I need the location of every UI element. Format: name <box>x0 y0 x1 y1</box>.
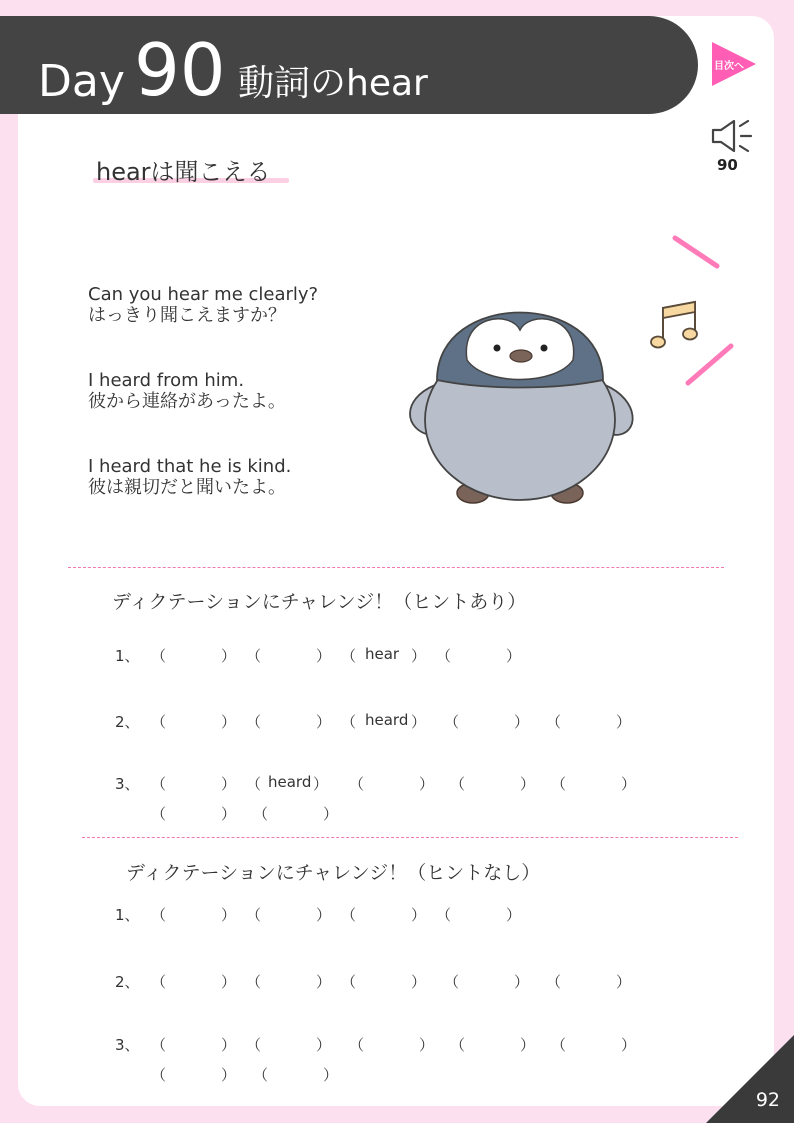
close-paren: ） <box>316 906 332 924</box>
close-paren: ） <box>221 906 237 924</box>
close-paren: ） <box>506 906 522 924</box>
header-banner <box>0 16 698 114</box>
close-paren: ） <box>316 1036 332 1054</box>
close-paren: ） <box>520 775 536 793</box>
close-paren: ） <box>313 775 329 793</box>
example-en: I heard that he is kind. <box>88 456 292 477</box>
close-paren: ） <box>520 1036 536 1054</box>
page-corner <box>706 1035 794 1123</box>
open-paren: （ <box>253 805 269 823</box>
open-paren: （ <box>444 713 460 731</box>
open-paren: （ <box>551 1036 567 1054</box>
hint-word: heard <box>268 773 312 791</box>
example-sentence-1 <box>88 284 318 326</box>
example-sentence-2 <box>88 370 286 412</box>
open-paren: （ <box>151 1036 167 1054</box>
row-number: 2、 <box>115 973 140 991</box>
open-paren: （ <box>436 906 452 924</box>
row-number: 3、 <box>115 1036 140 1054</box>
close-paren: ） <box>419 775 435 793</box>
close-paren: ） <box>221 805 237 823</box>
close-paren: ） <box>411 906 427 924</box>
open-paren: （ <box>444 973 460 991</box>
open-paren: （ <box>151 906 167 924</box>
close-paren: ） <box>221 647 237 665</box>
open-paren: （ <box>246 713 262 731</box>
row-number: 1、 <box>115 647 140 665</box>
close-paren: ） <box>616 973 632 991</box>
speaker-icon[interactable] <box>710 118 754 154</box>
page-number: 92 <box>755 1089 780 1111</box>
open-paren: （ <box>436 647 452 665</box>
row-number: 3、 <box>115 775 140 793</box>
close-paren: ） <box>621 1036 637 1054</box>
open-paren: （ <box>349 1036 365 1054</box>
open-paren: （ <box>151 973 167 991</box>
section-divider <box>82 837 738 838</box>
day-number: 90 <box>134 28 226 112</box>
example-en: Can you hear me clearly? <box>88 284 319 305</box>
open-paren: （ <box>246 906 262 924</box>
example-ja: 彼から連絡があったよ。 <box>88 391 286 412</box>
open-paren: （ <box>151 713 167 731</box>
close-paren: ） <box>316 973 332 991</box>
close-paren: ） <box>221 775 237 793</box>
dictation-hint-title: ディクテーションにチャレンジ！（ヒントあり） <box>112 591 527 613</box>
toc-button-label: 目次へ <box>714 61 744 72</box>
close-paren: ） <box>221 713 237 731</box>
close-paren: ） <box>419 1036 435 1054</box>
close-paren: ） <box>316 647 332 665</box>
penguin-illustration <box>405 270 640 510</box>
close-paren: ） <box>221 1036 237 1054</box>
dictation-nohint-title: ディクテーションにチャレンジ！（ヒントなし） <box>126 862 541 884</box>
open-paren: （ <box>546 973 562 991</box>
close-paren: ） <box>506 647 522 665</box>
close-paren: ） <box>514 973 530 991</box>
row-number: 2、 <box>115 713 140 731</box>
close-paren: ） <box>514 713 530 731</box>
section-subtitle: hearは聞こえる <box>96 158 271 186</box>
example-ja: 彼は親切だと聞いたよ。 <box>88 477 286 498</box>
open-paren: （ <box>349 775 365 793</box>
row-number: 1、 <box>115 906 140 924</box>
open-paren: （ <box>151 805 167 823</box>
open-paren: （ <box>341 973 357 991</box>
close-paren: ） <box>616 713 632 731</box>
close-paren: ） <box>411 647 427 665</box>
open-paren: （ <box>246 647 262 665</box>
open-paren: （ <box>151 1066 167 1084</box>
hint-word: heard <box>365 711 409 729</box>
close-paren: ） <box>411 973 427 991</box>
close-paren: ） <box>323 1066 339 1084</box>
open-paren: （ <box>450 775 466 793</box>
close-paren: ） <box>221 973 237 991</box>
close-paren: ） <box>621 775 637 793</box>
open-paren: （ <box>151 647 167 665</box>
open-paren: （ <box>253 1066 269 1084</box>
lesson-title: 動詞のhear <box>238 63 428 104</box>
open-paren: （ <box>246 775 262 793</box>
open-paren: （ <box>151 775 167 793</box>
open-paren: （ <box>341 647 357 665</box>
open-paren: （ <box>246 973 262 991</box>
example-sentence-3 <box>88 456 291 498</box>
day-label: Day <box>38 56 125 107</box>
example-ja: はっきり聞こえますか？ <box>88 305 286 326</box>
toc-button[interactable] <box>712 42 756 86</box>
open-paren: （ <box>551 775 567 793</box>
close-paren: ） <box>411 713 427 731</box>
open-paren: （ <box>341 713 357 731</box>
music-note-icon <box>645 232 740 392</box>
open-paren: （ <box>246 1036 262 1054</box>
open-paren: （ <box>546 713 562 731</box>
close-paren: ） <box>316 713 332 731</box>
close-paren: ） <box>323 805 339 823</box>
open-paren: （ <box>341 906 357 924</box>
hint-word: hear <box>365 645 400 663</box>
section-divider <box>68 567 724 568</box>
close-paren: ） <box>221 1066 237 1084</box>
audio-track-number: 90 <box>717 156 738 174</box>
open-paren: （ <box>450 1036 466 1054</box>
example-en: I heard from him. <box>88 370 245 391</box>
